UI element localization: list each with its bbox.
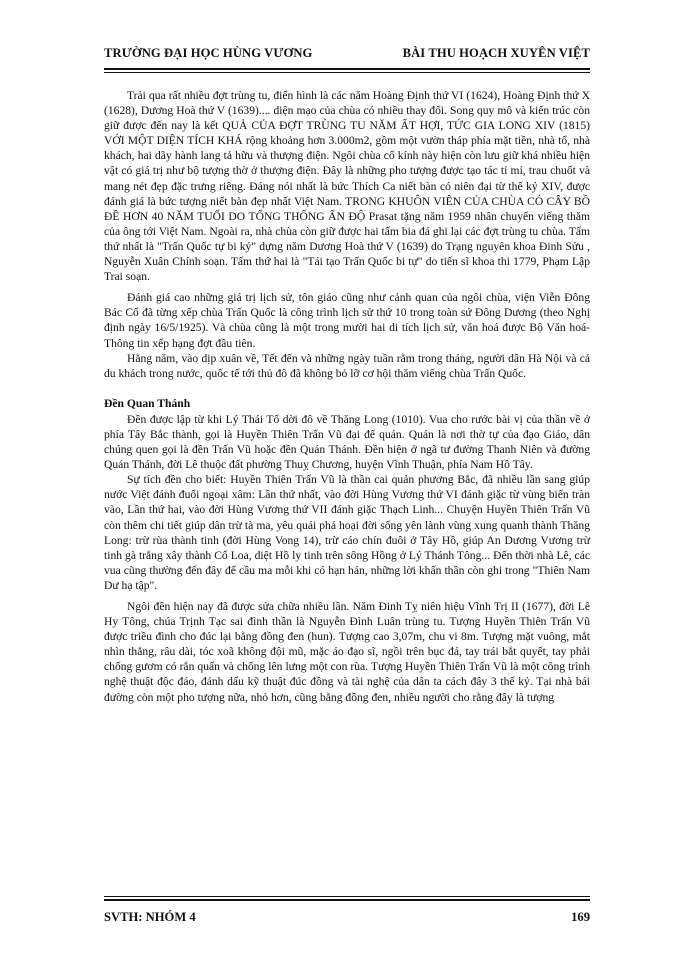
page-header xyxy=(104,40,590,66)
section-heading: Đền Quan Thánh xyxy=(104,396,191,410)
page-footer xyxy=(104,906,590,928)
body-paragraph: Trải qua rất nhiều đợt trùng tu, điển hình là các năm Hoàng Định thứ VI (1624), Hoàng Định thứ X (1628), Dương Hoà thứ V (1639).... diện mạo của chùa có nhiều thay đổi. Song quy mô và kiến trúc còn giữ được đến nay là kết QUẢ CỦA ĐỢT TRÙNG TU NĂM ẤT HỢI, TỨC GIA LONG XIV (1815) VỚI MỘT DIỆN TÍCH KHÁ rộng khoảng hơn 3.000m2, gồm một vườn tháp phía mặt tiền, nhà tổ, nhà khách, hai dãy hành lang tả hữu và thượng điện. Ngôi chùa cổ kính này hiện còn lưu giữ khá nhiều hiện vật có giá trị như bộ tượng thờ ở thượng điện. Đây là những pho tượng được tạo tác tỉ mỉ, trau chuốt và mang nét đẹp đặc trưng riêng. Đáng nói nhất là bức Thích Ca niết bàn có niên đại từ thế kỷ XIV, được đánh giá là bức tượng niết bàn đẹp nhất Việt Nam. TRONG KHUÔN VIÊN CỦA CHÙA CÓ CÂY BỒ ĐỀ HƠN 40 NĂM TUỔI DO TỔNG THỐNG ẤN ĐỘ Prasat tặng năm 1959 nhân chuyến viếng thăm của ông tới Việt Nam. Ngoài ra, nhà chùa còn giữ được hai tấm bia đá ghi lại các đợt trùng tu chùa. Tấm thứ nhất là "Trấn Quốc tự bi ký" dựng năm Dương Hoà thứ V (1639) do Trạng nguyên khoa Đinh Sửu , Nguyễn Xuân Chính soạn. Tấm thứ hai là "Tái tạo Trấn Quốc bi tự" do tiến sĩ khoa thi 1779, Phạm Lập Trai soạn. xyxy=(104,89,590,284)
body-paragraph: Đền được lập từ khi Lý Thái Tổ dời đô về Thăng Long (1010). Vua cho rước bài vị của thần về ở phía Tây Bắc thành, gọi là Huyền Thiên Trấn Vũ đại đế quán. Quán là nơi thờ tự của đạo Giáo, dân chúng quen gọi là đền Trấn Vũ hoặc đền Quán Thánh. Đền hiện ở ngã tư đường Thanh Niên và đường Quán Thánh, đời Lê thuộc đất phường Thuỵ Chương, huyện Vĩnh Thuận, phía Nam Hồ Tây. xyxy=(104,412,590,472)
header-divider-thin xyxy=(104,72,590,73)
page-number: 169 xyxy=(571,909,590,924)
header-university-name: TRƯỜNG ĐẠI HỌC HÙNG VƯƠNG xyxy=(104,45,313,60)
document-body xyxy=(104,88,590,705)
body-paragraph: Sự tích đền cho biết: Huyền Thiên Trấn Vũ là thần cai quản phương Bắc, đã nhiều lần sang giúp nước Việt đánh đuổi ngoại xâm: Lần thứ nhất, vào đời Hùng Vương thứ VI đánh giặc từ vùng biển tràn vào, Lần thứ hai, vào đời Hùng Vương thứ VII đánh giặc Thạch Linh... Chuyện Huyền Thiên Trấn Vũ còn thêm chi tiết giúp dân trừ tà ma, yêu quái phá hoại đời sống yên lành vùng xung quanh thành Thăng Long: trừ rùa thành tinh (đời Hùng Vong 14), trừ cáo chín đuôi ở Tây Hồ, giúp An Dương Vương trừ tinh gà trắng xây thành Cổ Loa, diệt Hồ ly tinh trên sông Hồng ở Lý Thánh Tông... Đến thời nhà Lê, các vua cũng thường đến đây để cầu ma mỗi khi có hạn hán, những lời khấn thần còn ghi trong "Thiên Nam Dư hạ tập". xyxy=(104,473,590,592)
header-divider-thick xyxy=(104,68,590,70)
footer-divider-thin xyxy=(104,896,590,897)
footer-author: SVTH: NHÓM 4 xyxy=(104,909,196,924)
body-paragraph: Ngôi đền hiện nay đã được sửa chữa nhiều lần. Năm Đinh Tỵ niên hiệu Vĩnh Trị II (1677), đời Lê Hy Tông, chúa Trịnh Tạc sai đình thần là Nguyễn Đình Luân trùng tu. Tượng Huyền Thiên Trấn Vũ được triều đình cho đúc lại bằng đồng đen (hun). Tượng cao 3,07m, chu vi 8m. Tượng mặt vuông, mắt nhìn thẳng, râu dài, tóc xoã không đội mũ, mặc áo đạo sĩ, ngồi trên bục đá, tay trái bắt quyết, tay phải chống gươm có rắn quấn và chống lên lưng một con rùa. Tượng Huyền Thiên Trấn Vũ là một công trình nghệ thuật độc đáo, đánh dấu kỹ thuật đúc đồng và tài nghệ của dân ta cách đây 3 thế kỷ. Tại nhà bái đường còn một pho tượng nữa, nhỏ hơn, cũng bằng đồng đen, nhiều người cho rằng đây là tượng xyxy=(104,600,590,704)
header-report-title: BÀI THU HOẠCH XUYÊN VIỆT xyxy=(402,45,590,60)
body-paragraph: Hằng năm, vào dịp xuân về, Tết đến và những ngày tuần rằm trong tháng, người dân Hà Nội và cả du khách trong nước, quốc tế tới thủ đô đã không bỏ lỡ cơ hội thăm viếng chùa Trấn Quốc. xyxy=(104,351,590,380)
footer-divider-thick xyxy=(104,899,590,901)
body-paragraph: Đánh giá cao những giá trị lịch sử, tôn giáo cũng như cảnh quan của ngôi chùa, viện Viễn Đông Bác Cổ đã từng xếp chùa Trấn Quốc là công trình lịch sử thứ 10 trong toàn sứ Đông Dương (theo Nghị định ngày 16/5/1925). Và chùa cũng là một trong mười hai di tích lịch sử, văn hoá được Bộ Văn hoá- Thông tin xếp hạng đợt đầu tiên. xyxy=(104,291,590,350)
